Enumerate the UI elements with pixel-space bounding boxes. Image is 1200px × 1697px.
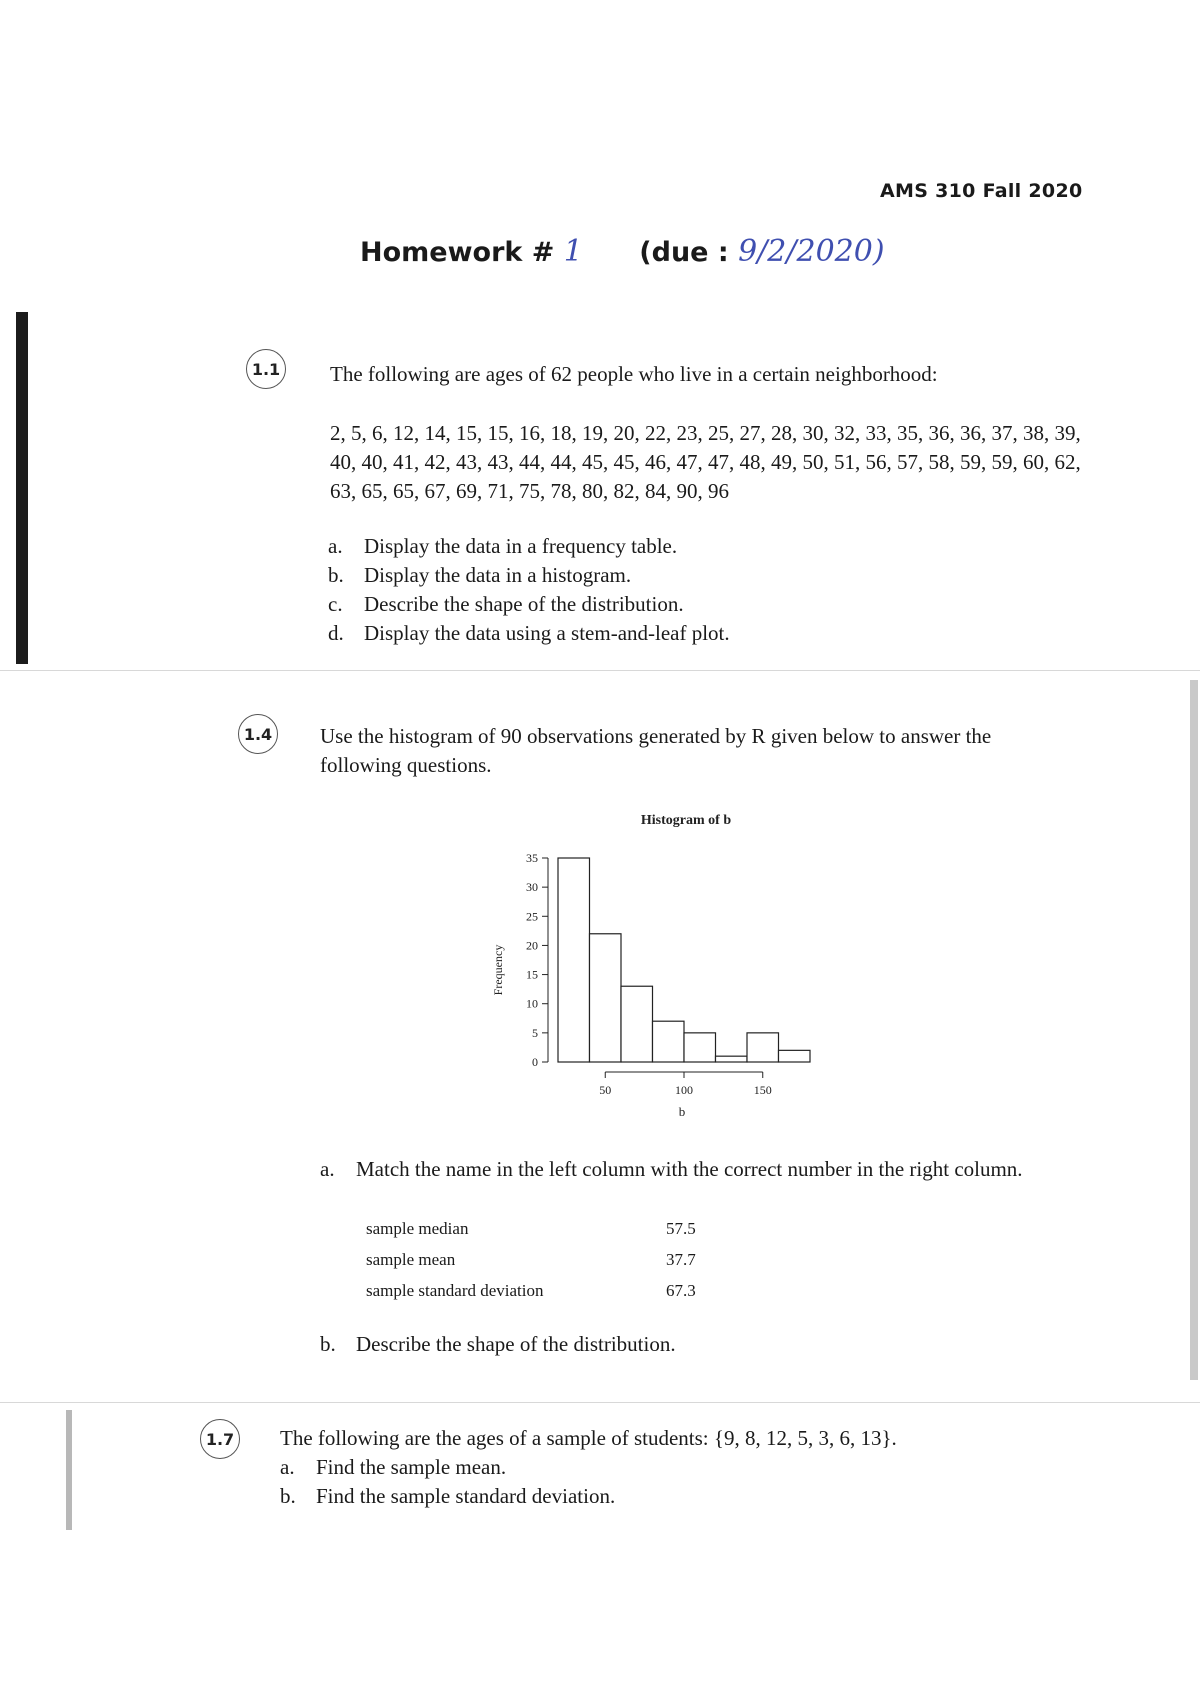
problem-prompt [320,722,991,780]
table-row [366,1275,696,1306]
match-name: sample median [366,1219,469,1238]
y-tick-label: 10 [526,996,538,1011]
prompt-line: following questions. [320,753,492,777]
x-axis-label: b [678,1104,686,1119]
chart-title: Histogram of b [640,813,732,828]
y-tick-label: 0 [532,1055,538,1069]
y-tick-label: 35 [526,851,538,865]
x-tick-label: 150 [753,1083,772,1097]
table-row [366,1244,696,1275]
y-tick-label: 5 [532,1025,538,1040]
part-text: Find the sample mean. [316,1455,507,1479]
histogram-bar [716,1056,748,1062]
problem-prompt: The following are ages of 62 people who live in a certain neighborhood: [330,362,938,386]
data-line: 63, 65, 65, 67, 69, 71, 75, 78, 80, 82, 84, 90, 96 [330,479,729,503]
match-name: sample mean [366,1250,456,1269]
problem-number-badge: 1.1 [246,349,286,389]
list-item [320,1155,1023,1184]
matching-table [366,1213,696,1306]
list-item [280,1453,897,1482]
list-item [320,1330,676,1359]
part-text: Display the data in a frequency table. [364,534,678,558]
match-value: 37.7 [666,1250,696,1269]
y-axis-label: Frequency [491,944,505,996]
part-label: b. [280,1484,296,1508]
part-label: c. [328,592,343,616]
y-tick-label: 25 [526,909,538,924]
x-tick-label: 50 [599,1083,612,1097]
y-tick-label: 20 [526,938,538,953]
part-label: a. [320,1157,335,1181]
list-item [328,561,730,590]
list-item [328,619,730,648]
scan-edge-mark [66,1410,72,1530]
list-item [328,590,730,619]
x-tick-label: 100 [675,1083,693,1097]
histogram-bar [621,986,653,1062]
question-parts [328,532,730,648]
scan-page-break [0,1402,1200,1403]
histogram-bar [779,1050,811,1062]
due-date-handwritten: 9/2/2020) [738,234,885,269]
part-text: Describe the shape of the distribution. [364,592,684,616]
scan-edge-mark [16,312,28,664]
match-name: sample standard deviation [366,1281,544,1300]
page-title [360,234,885,269]
part-label: d. [328,621,344,645]
part-label: a. [280,1455,295,1479]
part-text: Describe the shape of the distribution. [356,1332,676,1356]
hw-number-handwritten: 1 [563,234,583,269]
part-label: b. [320,1332,336,1356]
histogram-bar [653,1021,685,1062]
match-value: 67.3 [666,1281,696,1300]
problem-number-badge: 1.4 [238,714,278,754]
title-prefix: Homework # [360,237,555,268]
list-item [328,532,730,561]
question-parts [280,1424,897,1511]
part-text: Display the data in a histogram. [364,563,632,587]
match-value: 57.5 [666,1219,696,1238]
part-text: Match the name in the left column with the correct number in the right column. [356,1157,1023,1181]
table-row [366,1213,696,1244]
part-label: b. [328,563,344,587]
part-label: a. [328,534,343,558]
data-list [330,419,1081,506]
course-label: AMS 310 Fall 2020 [880,180,1083,202]
histogram-bar [590,934,622,1062]
y-tick-label: 15 [526,967,538,982]
list-item [280,1482,897,1511]
problem-prompt: The following are the ages of a sample of students: {9, 8, 12, 5, 3, 6, 13}. [280,1426,897,1450]
problem-number-badge: 1.7 [200,1419,240,1459]
scan-edge-mark [1190,680,1198,1380]
scan-page-break [0,670,1200,671]
part-text: Display the data using a stem-and-leaf plot. [364,621,730,645]
histogram-bar [558,858,590,1062]
histogram-bar [684,1033,716,1062]
data-line: 2, 5, 6, 12, 14, 15, 15, 16, 18, 19, 20, 22, 23, 25, 27, 28, 30, 32, 33, 35, 36, 36, 37, 38, 39, [330,421,1081,445]
histogram-chart [480,800,840,1130]
prompt-line: Use the histogram of 90 observations generated by R given below to answer the [320,724,992,748]
y-tick-label: 30 [526,880,538,895]
histogram-bar [747,1033,779,1062]
due-label: (due : [639,237,729,268]
part-text: Find the sample standard deviation. [316,1484,616,1508]
data-line: 40, 40, 41, 42, 43, 43, 44, 44, 45, 45, 46, 47, 47, 48, 49, 50, 51, 56, 57, 58, 59, 59, 60, 62, [330,450,1081,474]
